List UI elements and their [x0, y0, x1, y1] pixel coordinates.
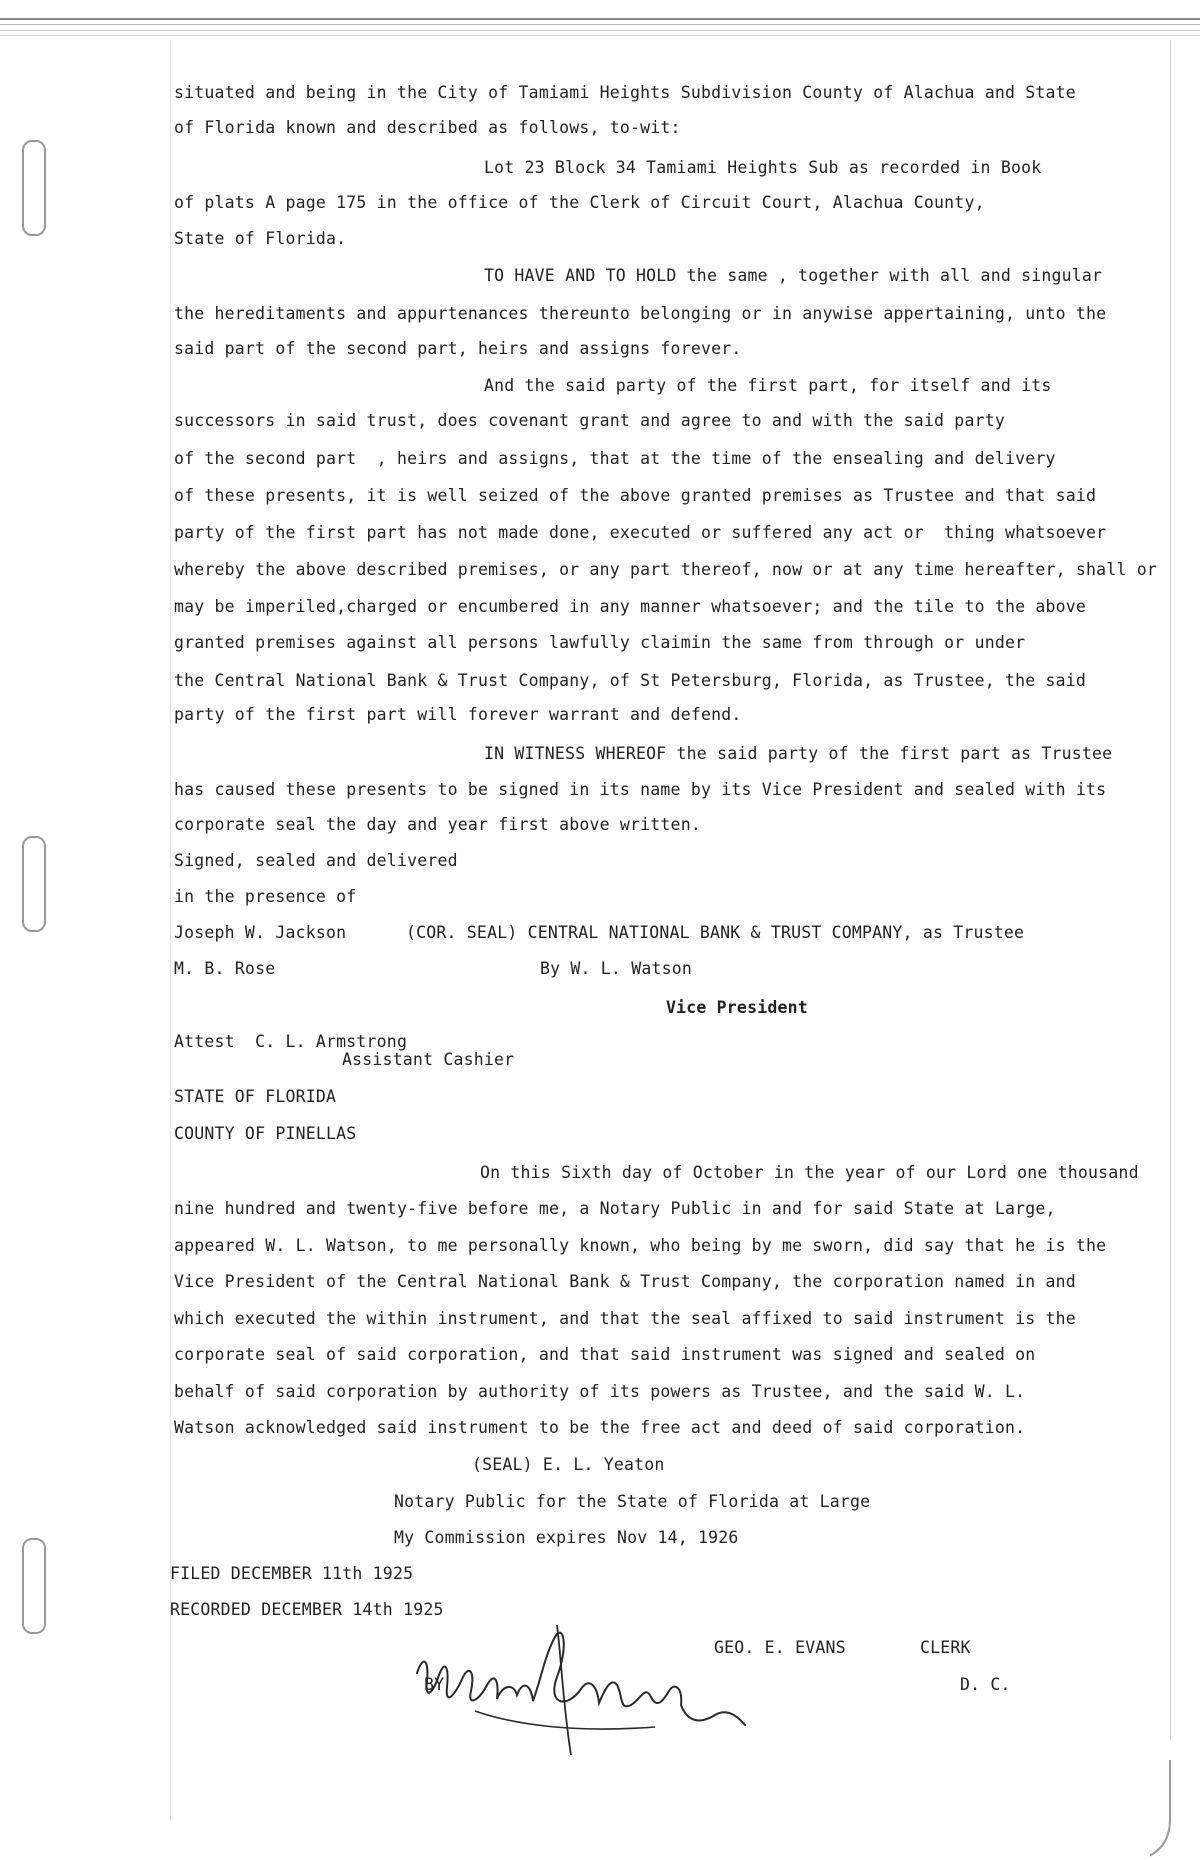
binder-hole-middle: [22, 836, 46, 932]
recorded-date: RECORDED DECEMBER 14th 1925: [170, 1600, 444, 1619]
text-line: behalf of said corporation by authority of its powers as Trustee, and the said W. L.: [174, 1382, 1026, 1401]
text-line: And the said party of the first part, for itself and its: [484, 376, 1052, 395]
by-label: BY: [424, 1675, 445, 1694]
page-top-border: [0, 0, 1200, 48]
text-line: said part of the second part, heirs and assigns forever.: [174, 339, 742, 358]
text-line: appeared W. L. Watson, to me personally known, who being by me sworn, did say that he is the: [174, 1236, 1107, 1255]
text-line: IN WITNESS WHEREOF the said party of the first part as Trustee: [484, 744, 1113, 763]
deputy-clerk-label: D. C.: [960, 1675, 1011, 1694]
text-line: successors in said trust, does covenant grant and agree to and with the said party: [174, 411, 1005, 430]
text-line: in the presence of: [174, 887, 357, 906]
notary-title: Notary Public for the State of Florida at Large: [394, 1492, 871, 1511]
signer-title: Vice President: [666, 998, 808, 1017]
attest-line: Attest C. L. Armstrong: [174, 1032, 408, 1051]
text-line: has caused these presents to be signed in its name by its Vice President and sealed with its: [174, 780, 1107, 799]
text-line: whereby the above described premises, or any part thereof, now or at any time hereafter, shall or: [174, 560, 1157, 579]
text-line: corporate seal the day and year first above written.: [174, 815, 701, 834]
text-line: granted premises against all persons lawfully claimin the same from through or under: [174, 633, 1026, 652]
clerk-name: GEO. E. EVANS: [714, 1638, 846, 1657]
text-line: On this Sixth day of October in the year of our Lord one thousand: [480, 1163, 1139, 1182]
clerk-title: CLERK: [920, 1638, 971, 1657]
text-line: corporate seal of said corporation, and that said instrument was signed and sealed on: [174, 1345, 1036, 1364]
text-line: party of the first part has not made done, executed or suffered any act or thing whatsoever: [174, 523, 1107, 542]
text-line: Lot 23 Block 34 Tamiami Heights Sub as recorded in Book: [484, 158, 1042, 177]
binder-hole-bottom: [22, 1538, 46, 1634]
right-margin-rule: [1170, 40, 1171, 1740]
state-heading: STATE OF FLORIDA: [174, 1087, 337, 1106]
text-line: State of Florida.: [174, 229, 347, 248]
text-line: of Florida known and described as follows, to-wit:: [174, 118, 681, 137]
binder-hole-top: [22, 140, 46, 236]
left-margin-rule: [170, 40, 171, 1820]
corporate-seal-line: (COR. SEAL) CENTRAL NATIONAL BANK & TRUST COMPANY, as Trustee: [406, 923, 1025, 942]
county-heading: COUNTY OF PINELLAS: [174, 1124, 357, 1143]
text-line: Watson acknowledged said instrument to be the free act and deed of said corporation.: [174, 1418, 1026, 1437]
text-line: the hereditaments and appurtenances thereunto belonging or in anywise appertaining, unto the: [174, 304, 1107, 323]
text-line: Vice President of the Central National Bank & Trust Company, the corporation named in and: [174, 1272, 1076, 1291]
text-line: party of the first part will forever warrant and defend.: [174, 705, 742, 724]
witness-name: Joseph W. Jackson: [174, 923, 347, 942]
notary-seal-line: (SEAL) E. L. Yeaton: [472, 1455, 665, 1474]
text-line: nine hundred and twenty-five before me, a Notary Public in and for said State at Large,: [174, 1199, 1056, 1218]
attest-title: Assistant Cashier: [342, 1050, 515, 1069]
page-corner-curl: [1150, 1760, 1200, 1860]
text-line: Signed, sealed and delivered: [174, 851, 458, 870]
handwritten-signature: [405, 1615, 765, 1760]
witness-name: M. B. Rose: [174, 959, 276, 978]
text-line: the Central National Bank & Trust Company, of St Petersburg, Florida, as Trustee, the said: [174, 671, 1087, 690]
text-line: TO HAVE AND TO HOLD the same , together with all and singular: [484, 266, 1103, 285]
text-line: of the second part , heirs and assigns, that at the time of the ensealing and delivery: [174, 449, 1056, 468]
text-line: of these presents, it is well seized of the above granted premises as Trustee and that said: [174, 486, 1097, 505]
filed-date: FILED DECEMBER 11th 1925: [170, 1564, 414, 1583]
text-line: situated and being in the City of Tamiami Heights Subdivision County of Alachua and State: [174, 83, 1076, 102]
commission-expiry: My Commission expires Nov 14, 1926: [394, 1528, 739, 1547]
signer-name: By W. L. Watson: [540, 959, 693, 978]
text-line: of plats A page 175 in the office of the Clerk of Circuit Court, Alachua County,: [174, 193, 985, 212]
text-line: which executed the within instrument, and that the seal affixed to said instrument is the: [174, 1309, 1076, 1328]
text-line: may be imperiled,charged or encumbered in any manner whatsoever; and the tile to the above: [174, 597, 1087, 616]
